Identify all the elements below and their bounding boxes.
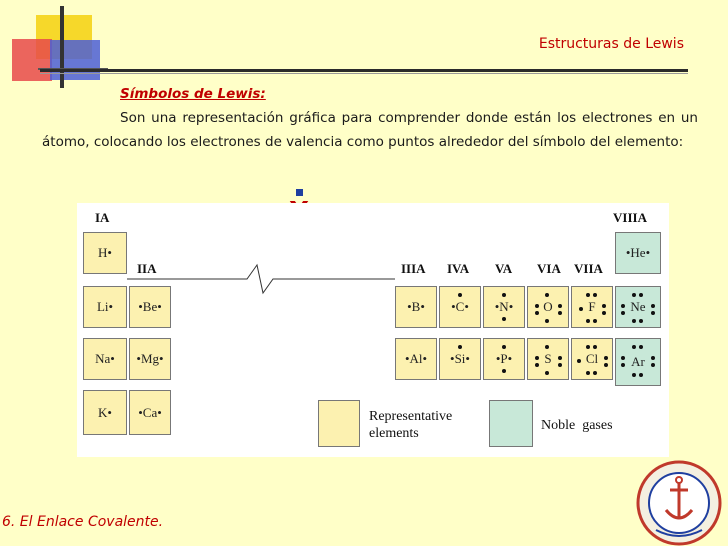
element-cell-al: •Al•	[395, 338, 437, 380]
electron-dot	[502, 317, 506, 321]
electron-dot	[632, 373, 636, 377]
electron-dot	[639, 373, 643, 377]
electron-dot	[545, 319, 549, 323]
title-underline-thin	[40, 73, 688, 74]
electron-dot	[639, 345, 643, 349]
group-label-viia: VIIA	[574, 261, 603, 276]
electron-dot	[593, 371, 597, 375]
electron-dot	[535, 356, 539, 360]
element-cell-mg: •Mg•	[129, 338, 171, 380]
element-cell-ca: •Ca•	[129, 390, 171, 435]
legend-label-noble: Noble gases	[541, 418, 613, 433]
electron-dot	[558, 356, 562, 360]
group-label-viiia: VIIIA	[613, 210, 647, 225]
legend-swatch-noble	[489, 400, 533, 447]
lewis-dot-top	[296, 189, 303, 196]
element-cell-c: •C•	[439, 286, 481, 328]
electron-dot	[593, 293, 597, 297]
element-cell-be: •Be•	[129, 286, 171, 328]
intro-block	[42, 82, 698, 154]
element-cell-s: S	[527, 338, 569, 380]
legend-label-representative: Representative elements	[369, 409, 453, 441]
intro-paragraph	[42, 106, 698, 154]
element-cell-ne: Ne	[615, 286, 661, 328]
electron-dot	[621, 311, 625, 315]
electron-dot	[593, 319, 597, 323]
electron-dot	[545, 345, 549, 349]
electron-dot	[632, 345, 636, 349]
electron-dot	[632, 293, 636, 297]
electron-dot	[651, 304, 655, 308]
page-title: Estructuras de Lewis	[538, 36, 684, 52]
electron-dot	[639, 293, 643, 297]
element-cell-na: Na•	[83, 338, 127, 380]
group-label-iva: IVA	[447, 261, 470, 276]
electron-dot	[651, 356, 655, 360]
decor-square-red	[12, 39, 52, 81]
decor-square-blue	[50, 40, 100, 80]
element-cell-si: •Si•	[439, 338, 481, 380]
electron-dot	[535, 304, 539, 308]
group-label-iiia: IIIA	[401, 261, 426, 276]
electron-dot	[458, 345, 462, 349]
element-cell-f: F	[571, 286, 613, 328]
electron-dot	[535, 363, 539, 367]
periodic-table-figure	[77, 203, 669, 457]
footer-chapter: 6. El Enlace Covalente.	[2, 514, 164, 530]
electron-dot	[545, 293, 549, 297]
electron-dot	[602, 304, 606, 308]
element-cell-p: •P•	[483, 338, 525, 380]
electron-dot	[579, 307, 583, 311]
electron-dot	[558, 363, 562, 367]
title-underline	[40, 69, 688, 72]
electron-dot	[502, 345, 506, 349]
element-cell-b: •B•	[395, 286, 437, 328]
element-cell-cl: Cl	[571, 338, 613, 380]
institution-seal-logo	[636, 460, 722, 546]
element-cell-h: H•	[83, 232, 127, 274]
group-label-via: VIA	[537, 261, 561, 276]
electron-dot	[545, 371, 549, 375]
electron-dot	[458, 293, 462, 297]
electron-dot	[602, 311, 606, 315]
electron-dot	[639, 319, 643, 323]
electron-dot	[586, 345, 590, 349]
electron-dot	[586, 319, 590, 323]
electron-dot	[502, 369, 506, 373]
group-label-ia: IA	[95, 210, 110, 225]
electron-dot	[586, 371, 590, 375]
electron-dot	[621, 304, 625, 308]
electron-dot	[651, 311, 655, 315]
intro-text: Son una representación gráfica para comprender donde están los electrones en un átomo, colocando los electrones de valencia como puntos alrededor del símbolo del elemento:	[42, 110, 698, 150]
element-cell-he: •He•	[615, 232, 661, 274]
electron-dot	[632, 319, 636, 323]
decor-vertical-bar	[60, 6, 64, 88]
electron-dot	[535, 311, 539, 315]
electron-dot	[502, 293, 506, 297]
electron-dot	[621, 363, 625, 367]
electron-dot	[604, 363, 608, 367]
electron-dot	[558, 304, 562, 308]
element-cell-o: O	[527, 286, 569, 328]
electron-dot	[593, 345, 597, 349]
group-label-iia: IIA	[137, 261, 157, 276]
electron-dot	[586, 293, 590, 297]
section-heading: Símbolos de Lewis:	[120, 86, 266, 102]
element-cell-ar: Ar	[615, 338, 661, 386]
element-cell-n: •N•	[483, 286, 525, 328]
electron-dot	[577, 359, 581, 363]
legend-swatch-representative	[318, 400, 360, 447]
electron-dot	[621, 356, 625, 360]
electron-dot	[651, 363, 655, 367]
electron-dot	[604, 356, 608, 360]
group-label-va: VA	[495, 261, 513, 276]
electron-dot	[558, 311, 562, 315]
element-cell-li: Li•	[83, 286, 127, 328]
element-cell-k: K•	[83, 390, 127, 435]
